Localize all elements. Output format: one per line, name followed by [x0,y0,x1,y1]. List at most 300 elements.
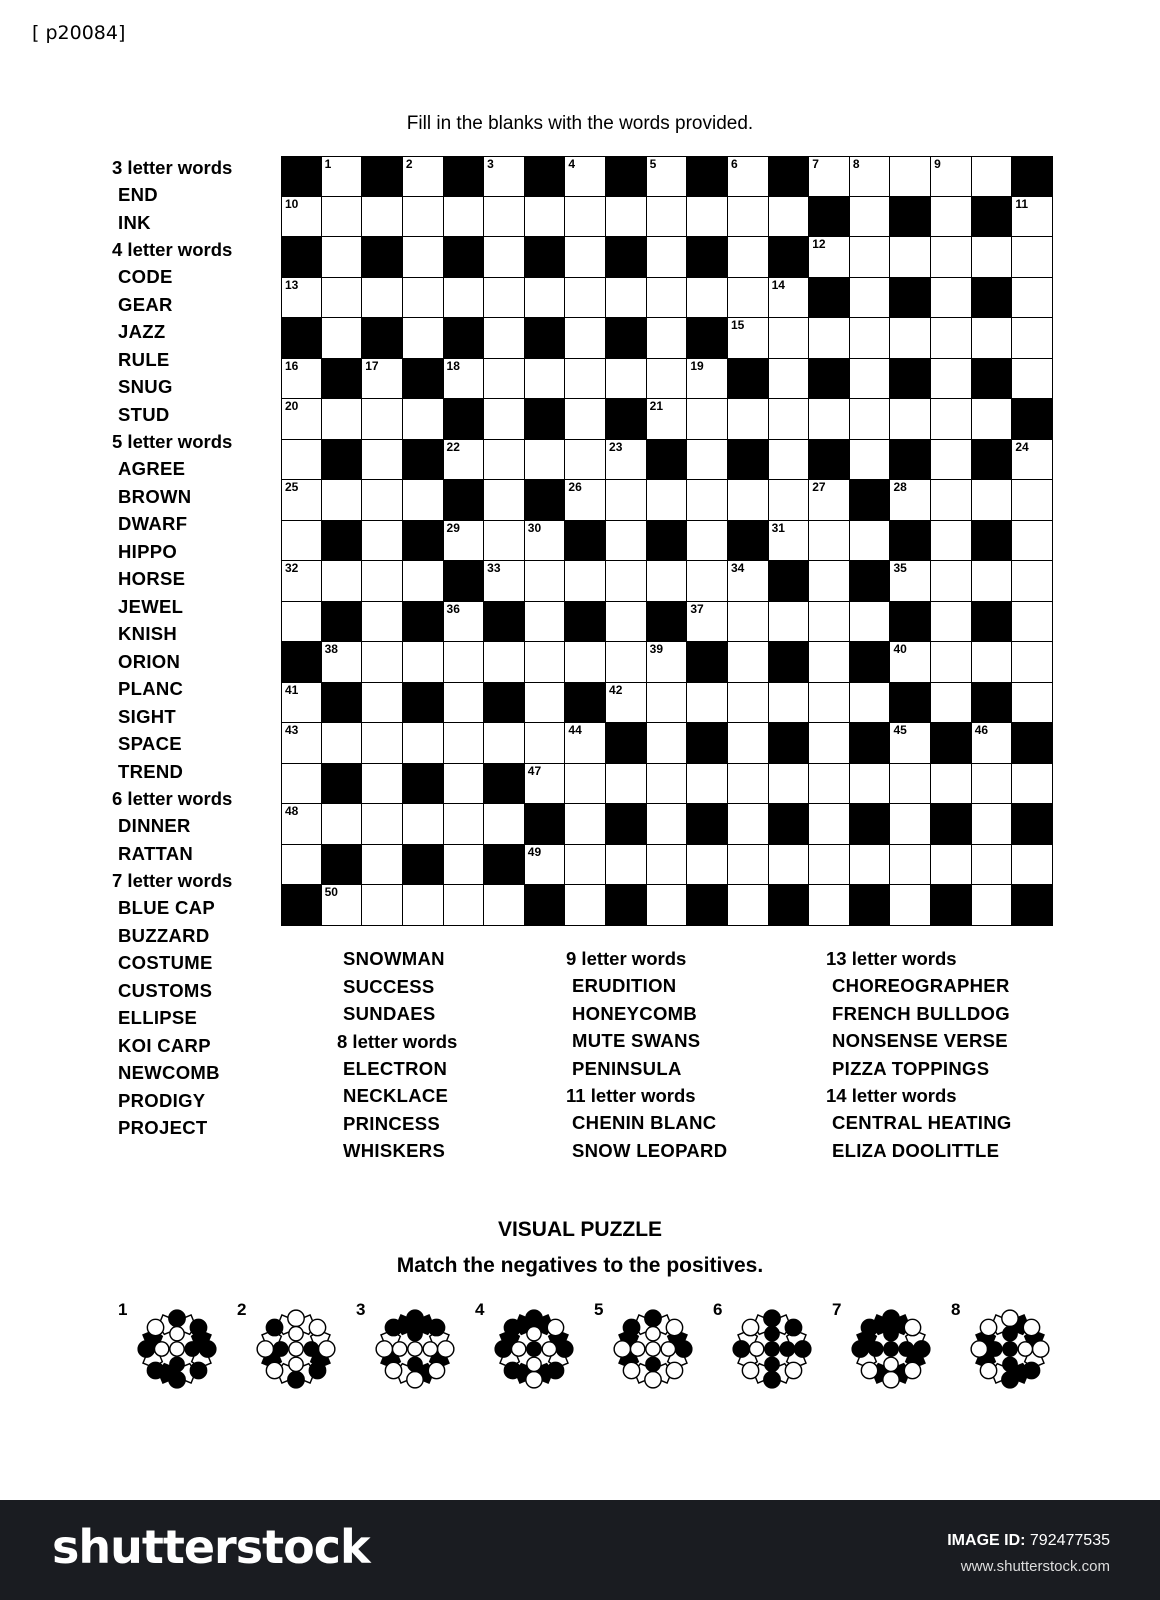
word-list-item: JEWEL [118,595,184,617]
grid-cell[interactable] [361,601,403,643]
grid-cell[interactable] [402,156,444,197]
grid-cell[interactable] [646,803,688,845]
grid-cell[interactable] [646,844,688,886]
grid-cell[interactable] [889,479,931,521]
grid-cell[interactable] [727,560,769,602]
grid-cell[interactable] [443,641,485,683]
grid-cell[interactable] [646,884,688,926]
grid-cell[interactable] [564,560,606,602]
grid-cell[interactable] [443,844,485,886]
grid-cell[interactable] [564,439,606,481]
grid-cell[interactable] [605,358,647,400]
grid-cell[interactable] [564,317,606,359]
grid-cell[interactable] [564,763,606,805]
grid-cell[interactable] [361,844,403,886]
grid-cell[interactable] [564,844,606,886]
grid-block-cell [361,317,403,359]
grid-cell[interactable] [1011,682,1053,724]
grid-cell[interactable] [321,277,363,319]
grid-cell[interactable] [930,358,972,400]
grid-cell[interactable] [281,479,322,521]
grid-cell[interactable] [321,560,363,602]
flower-inner-dot [408,1357,422,1371]
grid-cell[interactable] [768,439,810,481]
grid-cell[interactable] [524,196,566,238]
grid-cell[interactable] [605,641,647,683]
grid-cell[interactable] [281,560,322,602]
grid-cell[interactable] [727,277,769,319]
grid-cell[interactable] [402,479,444,521]
grid-cell[interactable] [1011,641,1053,683]
grid-cell[interactable] [727,317,769,359]
flower-inner-dot [542,1342,556,1356]
word-list-item: WHISKERS [343,1140,446,1161]
grid-cell[interactable] [321,236,363,278]
grid-cell[interactable] [889,236,931,278]
grid-cell[interactable] [483,803,525,845]
flower-inner-dot [527,1357,541,1371]
grid-cell[interactable] [1011,317,1053,359]
grid-cell[interactable] [930,439,972,481]
grid-cell[interactable] [808,722,850,764]
grid-cell[interactable] [1011,277,1053,319]
grid-cell[interactable] [564,641,606,683]
word-group-heading: 6 letter words [112,788,233,809]
grid-cell[interactable] [808,844,850,886]
grid-cell[interactable] [808,601,850,643]
grid-cell[interactable] [564,398,606,440]
grid-cell[interactable] [646,196,688,238]
grid-cell[interactable] [808,317,850,359]
grid-cell[interactable] [483,520,525,562]
grid-cell[interactable] [605,520,647,562]
grid-cell[interactable] [564,722,606,764]
grid-cell[interactable] [605,439,647,481]
grid-cell[interactable] [281,520,322,562]
grid-block-cell [321,439,363,481]
grid-cell[interactable] [686,439,728,481]
grid-cell[interactable] [361,196,403,238]
grid-cell[interactable] [361,560,403,602]
grid-cell[interactable] [321,803,363,845]
grid-cell[interactable] [808,560,850,602]
grid-cell[interactable] [1011,560,1053,602]
grid-cell[interactable] [686,682,728,724]
grid-cell[interactable] [321,884,363,926]
grid-cell[interactable] [768,682,810,724]
grid-cell[interactable] [930,844,972,886]
grid-cell[interactable] [889,317,931,359]
grid-block-cell [971,439,1013,481]
flower-outer-dot [764,1372,780,1388]
grid-cell[interactable] [686,277,728,319]
grid-cell[interactable] [524,844,566,886]
grid-cell[interactable] [321,156,363,197]
grid-cell[interactable] [524,520,566,562]
grid-cell[interactable] [564,479,606,521]
grid-cell[interactable] [930,317,972,359]
grid-cell[interactable] [524,277,566,319]
grid-cell[interactable] [849,277,891,319]
grid-cell[interactable] [849,398,891,440]
grid-cell[interactable] [402,722,444,764]
grid-cell[interactable] [849,196,891,238]
grid-cell[interactable] [889,156,931,197]
grid-cell[interactable] [564,803,606,845]
grid-cell[interactable] [686,844,728,886]
grid-cell[interactable] [849,682,891,724]
grid-cell[interactable] [849,156,891,197]
grid-cell[interactable] [849,601,891,643]
grid-cell[interactable] [808,156,850,197]
grid-cell[interactable] [646,641,688,683]
grid-cell[interactable] [321,398,363,440]
grid-cell[interactable] [281,722,322,764]
word-group-heading: 11 letter words [566,1085,696,1106]
grid-cell[interactable] [646,236,688,278]
flower-outer-dot [795,1341,811,1357]
grid-cell[interactable] [930,560,972,602]
grid-cell[interactable] [524,560,566,602]
grid-cell[interactable] [646,682,688,724]
grid-cell[interactable] [808,236,850,278]
grid-cell[interactable] [564,277,606,319]
grid-cell[interactable] [564,236,606,278]
grid-block-cell [402,358,444,400]
grid-cell[interactable] [971,560,1013,602]
grid-cell[interactable] [646,479,688,521]
grid-cell[interactable] [646,317,688,359]
grid-cell[interactable] [361,763,403,805]
grid-cell[interactable] [808,763,850,805]
grid-cell[interactable] [727,196,769,238]
grid-cell[interactable] [483,479,525,521]
grid-cell[interactable] [768,398,810,440]
grid-cell[interactable] [727,803,769,845]
grid-cell[interactable] [849,317,891,359]
grid-cell[interactable] [443,722,485,764]
grid-cell[interactable] [281,601,322,643]
grid-cell[interactable] [686,398,728,440]
grid-cell[interactable] [727,398,769,440]
grid-cell[interactable] [443,803,485,845]
grid-cell[interactable] [483,277,525,319]
grid-cell[interactable] [930,156,972,197]
grid-cell[interactable] [808,479,850,521]
grid-cell[interactable] [281,682,322,724]
grid-cell[interactable] [1011,358,1053,400]
grid-cell[interactable] [402,277,444,319]
grid-cell[interactable] [849,236,891,278]
grid-cell[interactable] [889,803,931,845]
grid-cell[interactable] [402,398,444,440]
grid-cell[interactable] [727,601,769,643]
grid-cell[interactable] [605,479,647,521]
crossword-grid[interactable] [281,156,1053,926]
grid-cell[interactable] [483,641,525,683]
grid-cell[interactable] [930,196,972,238]
flower-inner-dot [185,1342,199,1356]
grid-cell[interactable] [564,358,606,400]
grid-cell[interactable] [930,398,972,440]
clue-number: 35 [893,561,907,576]
grid-cell[interactable] [321,479,363,521]
grid-cell[interactable] [930,236,972,278]
grid-cell[interactable] [930,277,972,319]
grid-cell[interactable] [402,196,444,238]
grid-cell[interactable] [930,520,972,562]
grid-cell[interactable] [686,601,728,643]
grid-cell[interactable] [971,156,1013,197]
grid-cell[interactable] [402,803,444,845]
grid-cell[interactable] [1011,236,1053,278]
grid-cell[interactable] [402,884,444,926]
grid-block-cell [402,439,444,481]
grid-cell[interactable] [321,722,363,764]
grid-cell[interactable] [281,844,322,886]
grid-cell[interactable] [646,277,688,319]
grid-cell[interactable] [930,479,972,521]
word-list-item: BUZZARD [118,924,210,946]
grid-cell[interactable] [443,520,485,562]
grid-cell[interactable] [483,398,525,440]
grid-cell[interactable] [727,722,769,764]
grid-block-cell [564,682,606,724]
grid-cell[interactable] [321,641,363,683]
instruction-text: Fill in the blanks with the words provided. [406,113,754,134]
grid-cell[interactable] [605,277,647,319]
grid-cell[interactable] [605,560,647,602]
flower-outer-dot [169,1310,185,1326]
grid-cell[interactable] [686,358,728,400]
grid-cell[interactable] [768,601,810,643]
flower-outer-dot [666,1319,682,1335]
grid-cell[interactable] [768,520,810,562]
grid-cell[interactable] [808,682,850,724]
grid-cell[interactable] [808,803,850,845]
grid-cell[interactable] [686,196,728,238]
grid-cell[interactable] [930,601,972,643]
grid-cell[interactable] [808,641,850,683]
grid-cell[interactable] [889,884,931,926]
word-list-column-1 [112,154,232,1142]
grid-cell[interactable] [727,156,769,197]
grid-cell[interactable] [686,763,728,805]
grid-cell[interactable] [889,398,931,440]
clue-number: 20 [285,399,299,414]
grid-cell[interactable] [646,560,688,602]
grid-cell[interactable] [483,439,525,481]
grid-cell[interactable] [605,196,647,238]
grid-cell[interactable] [686,479,728,521]
grid-cell[interactable] [768,196,810,238]
grid-cell[interactable] [321,317,363,359]
grid-cell[interactable] [564,196,606,238]
grid-cell[interactable] [443,763,485,805]
grid-cell[interactable] [646,156,688,197]
grid-cell[interactable] [971,884,1013,926]
grid-cell[interactable] [971,803,1013,845]
grid-cell[interactable] [1011,479,1053,521]
grid-cell[interactable] [889,560,931,602]
grid-cell[interactable] [281,277,322,319]
grid-cell[interactable] [564,884,606,926]
grid-cell[interactable] [605,682,647,724]
grid-cell[interactable] [889,641,931,683]
grid-cell[interactable] [483,560,525,602]
grid-cell[interactable] [930,682,972,724]
grid-block-cell [849,803,891,845]
grid-cell[interactable] [281,763,322,805]
grid-cell[interactable] [524,682,566,724]
grid-cell[interactable] [1011,439,1053,481]
grid-cell[interactable] [1011,601,1053,643]
word-list-item: GEAR [118,293,173,315]
flower-outer-dot [526,1310,542,1326]
grid-block-cell [889,601,931,643]
grid-cell[interactable] [971,479,1013,521]
clue-number: 45 [893,723,907,738]
grid-cell[interactable] [361,682,403,724]
grid-cell[interactable] [281,439,322,481]
grid-cell[interactable] [930,763,972,805]
flower-inner-dot [289,1357,303,1371]
grid-cell[interactable] [1011,844,1053,886]
grid-cell[interactable] [524,358,566,400]
grid-cell[interactable] [646,398,688,440]
flower-outer-dot [147,1362,163,1378]
grid-cell[interactable] [483,722,525,764]
grid-cell[interactable] [361,358,403,400]
grid-cell[interactable] [1011,763,1053,805]
grid-cell[interactable] [361,803,403,845]
grid-cell[interactable] [564,156,606,197]
grid-cell[interactable] [686,520,728,562]
grid-cell[interactable] [361,884,403,926]
flower-outer-dot [385,1319,401,1335]
grid-cell[interactable] [361,439,403,481]
visual-puzzle-title: VISUAL PUZZLE [497,1218,663,1241]
grid-cell[interactable] [849,844,891,886]
grid-block-cell [605,236,647,278]
grid-cell[interactable] [971,398,1013,440]
grid-cell[interactable] [889,722,931,764]
grid-cell[interactable] [281,398,322,440]
grid-cell[interactable] [889,844,931,886]
grid-cell[interactable] [768,479,810,521]
grid-cell[interactable] [686,560,728,602]
grid-cell[interactable] [443,277,485,319]
grid-cell[interactable] [402,236,444,278]
grid-cell[interactable] [1011,196,1053,238]
grid-cell[interactable] [849,439,891,481]
grid-cell[interactable] [281,196,322,238]
grid-cell[interactable] [808,398,850,440]
grid-cell[interactable] [443,601,485,643]
grid-cell[interactable] [524,722,566,764]
grid-cell[interactable] [727,844,769,886]
grid-cell[interactable] [768,358,810,400]
grid-cell[interactable] [727,641,769,683]
grid-cell[interactable] [971,844,1013,886]
grid-cell[interactable] [443,358,485,400]
grid-cell[interactable] [524,641,566,683]
grid-cell[interactable] [808,520,850,562]
grid-cell[interactable] [402,560,444,602]
grid-cell[interactable] [768,317,810,359]
grid-cell[interactable] [727,479,769,521]
grid-cell[interactable] [971,722,1013,764]
grid-cell[interactable] [524,601,566,643]
grid-cell[interactable] [361,520,403,562]
grid-cell[interactable] [889,763,931,805]
grid-block-cell [605,398,647,440]
grid-cell[interactable] [524,763,566,805]
grid-cell[interactable] [768,763,810,805]
grid-cell[interactable] [605,844,647,886]
grid-cell[interactable] [930,641,972,683]
grid-cell[interactable] [483,317,525,359]
grid-cell[interactable] [849,763,891,805]
grid-cell[interactable] [443,439,485,481]
grid-cell[interactable] [808,884,850,926]
grid-cell[interactable] [727,236,769,278]
grid-cell[interactable] [727,884,769,926]
grid-cell[interactable] [524,439,566,481]
grid-cell[interactable] [849,520,891,562]
grid-cell[interactable] [849,358,891,400]
grid-cell[interactable] [483,358,525,400]
grid-cell[interactable] [321,196,363,238]
grid-cell[interactable] [361,398,403,440]
grid-cell[interactable] [971,317,1013,359]
grid-cell[interactable] [483,196,525,238]
word-list-item: PENINSULA [572,1057,682,1079]
grid-cell[interactable] [646,763,688,805]
word-list-item: SNOWMAN [343,948,445,969]
grid-cell[interactable] [768,844,810,886]
grid-cell[interactable] [768,277,810,319]
grid-cell[interactable] [361,277,403,319]
grid-cell[interactable] [605,601,647,643]
grid-cell[interactable] [402,317,444,359]
grid-cell[interactable] [281,803,322,845]
grid-cell[interactable] [281,358,322,400]
grid-cell[interactable] [483,156,525,197]
grid-cell[interactable] [727,763,769,805]
grid-cell[interactable] [971,763,1013,805]
grid-cell[interactable] [1011,520,1053,562]
grid-cell[interactable] [646,722,688,764]
grid-cell[interactable] [443,196,485,238]
grid-cell[interactable] [605,763,647,805]
grid-cell[interactable] [971,236,1013,278]
word-group-heading: 9 letter words [566,948,687,969]
grid-cell[interactable] [443,682,485,724]
grid-cell[interactable] [443,884,485,926]
flower-inner-dot [393,1342,407,1356]
grid-cell[interactable] [361,722,403,764]
grid-cell[interactable] [646,358,688,400]
grid-cell[interactable] [483,884,525,926]
grid-cell[interactable] [483,236,525,278]
grid-cell[interactable] [727,682,769,724]
grid-cell[interactable] [971,641,1013,683]
grid-cell[interactable] [402,641,444,683]
grid-cell[interactable] [361,479,403,521]
grid-cell[interactable] [361,641,403,683]
flower-figure-icon [132,1304,222,1394]
